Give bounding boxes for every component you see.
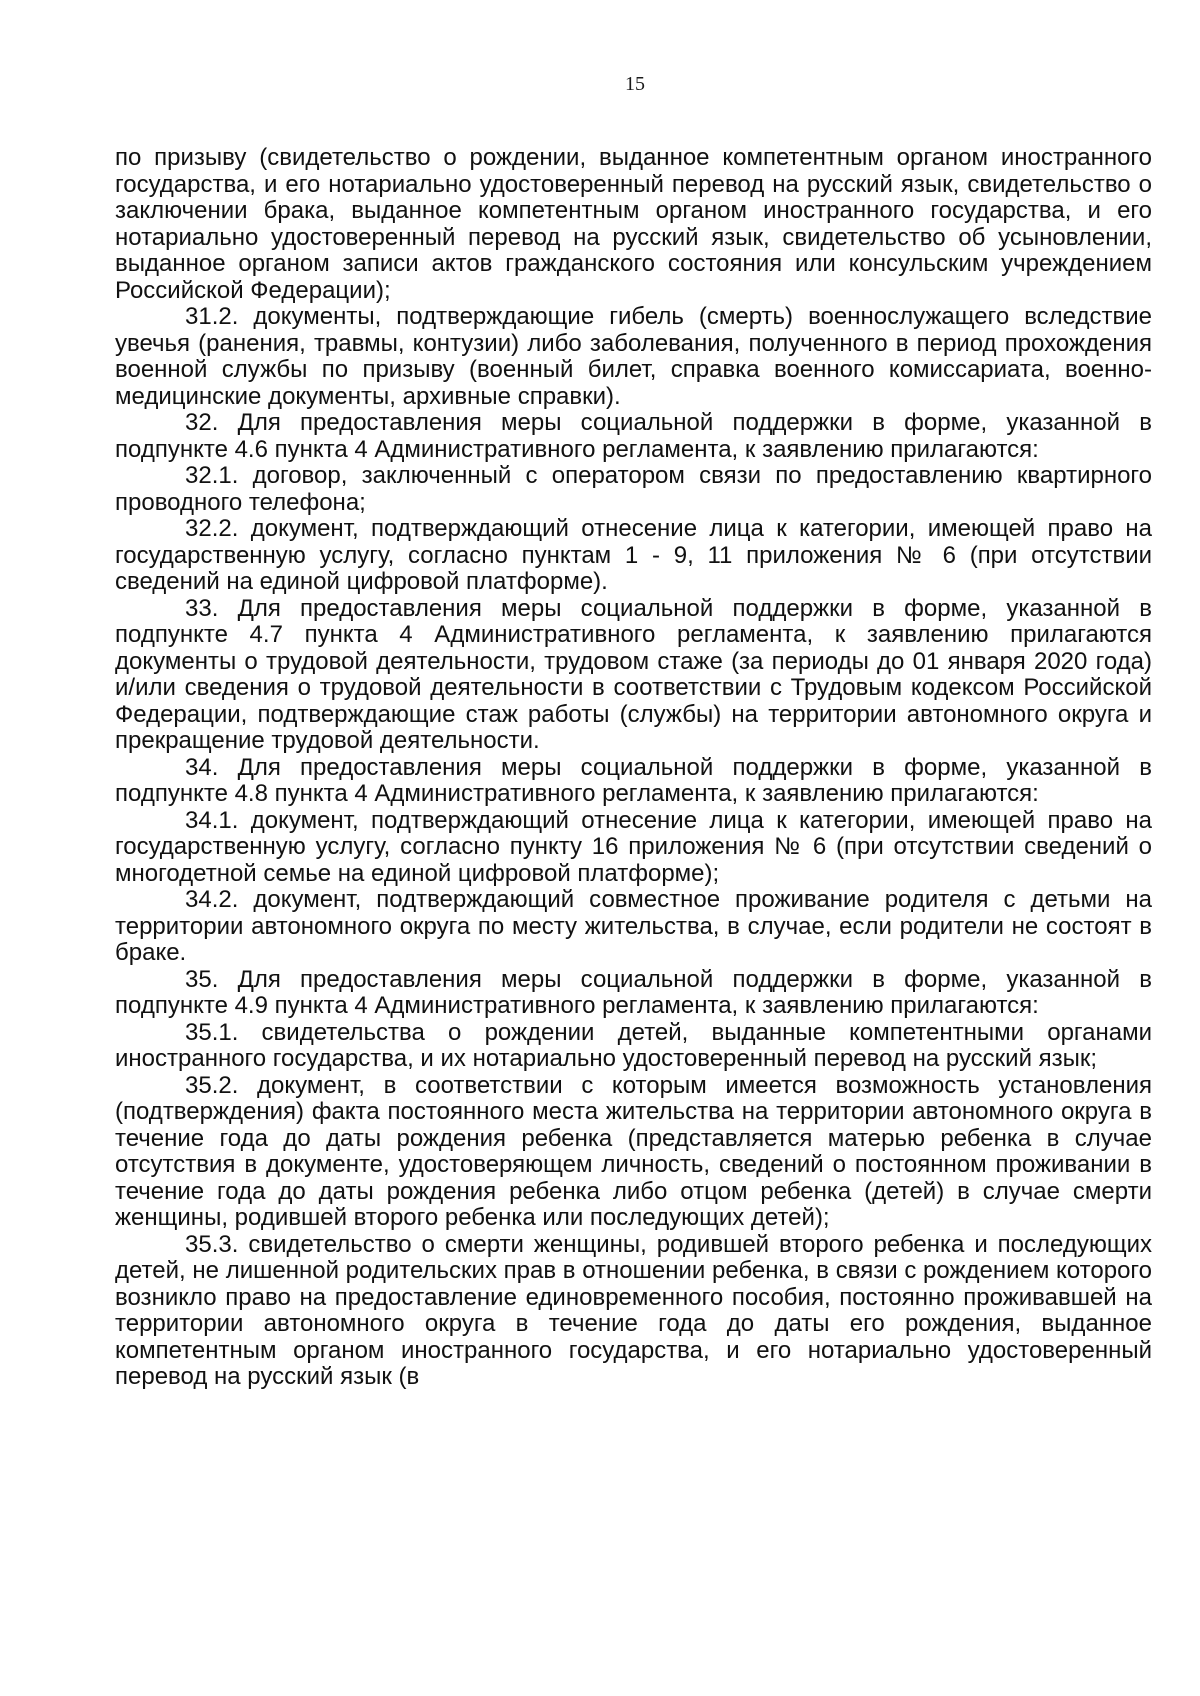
paragraph: 34.1. документ, подтверждающий отнесение лица к категории, имеющей право на государственную услугу, согласно пункту 16 приложения № 6 (при отсутствии сведений о многодетной семье на единой цифровой платформе);	[115, 806, 1152, 887]
paragraph: 33. Для предоставления меры социальной поддержки в форме, указанной в подпункте 4.7 пункта 4 Административного регламента, к заявлению прилагаются документы о трудовой деятельности, трудовом стаже (за периоды до 01 января 2020 года) и/или сведения о трудовой деятельности в соответствии с Трудовым кодексом Российской Федерации, подтверждающие стаж работы (службы) на территории автономного округа и прекращение трудовой деятельности.	[115, 594, 1152, 754]
paragraph: 34.2. документ, подтверждающий совместное проживание родителя с детьми на территории автономного округа по месту жительства, в случае, если родители не состоят в браке.	[115, 886, 1152, 966]
paragraph: 32.2. документ, подтверждающий отнесение лица к категории, имеющей право на государственную услугу, согласно пунктам 1 - 9, 11 приложения № 6 (при отсутствии сведений на единой цифровой платформе).	[115, 515, 1152, 595]
paragraph: 32.1. договор, заключенный с оператором связи по предоставлению квартирного проводного телефона;	[115, 462, 1152, 516]
document-body	[115, 145, 1152, 1391]
paragraph: 32. Для предоставления меры социальной поддержки в форме, указанной в подпункте 4.6 пункта 4 Административного регламента, к заявлению прилагаются:	[115, 409, 1152, 463]
page-number: 15	[625, 73, 645, 95]
paragraph: 35. Для предоставления меры социальной поддержки в форме, указанной в подпункте 4.9 пункта 4 Административного регламента, к заявлению прилагаются:	[115, 965, 1152, 1019]
paragraph: 34. Для предоставления меры социальной поддержки в форме, указанной в подпункте 4.8 пункта 4 Административного регламента, к заявлению прилагаются:	[115, 753, 1152, 807]
paragraph: 35.3. свидетельство о смерти женщины, родившей второго ребенка и последующих детей, не лишенной родительских прав в отношении ребенка, в связи с рождением которого возникло право на предоставление единовременного пособия, постоянно проживавшей на территории автономного округа в течение года до даты его рождения, выданное компетентным органом иностранного государства, и его нотариально удостоверенный перевод на русский язык (в	[115, 1230, 1152, 1390]
paragraph: 35.1. свидетельства о рождении детей, выданные компетентными органами иностранного государства, и их нотариально удостоверенный перевод на русский язык;	[115, 1018, 1152, 1072]
paragraph: по призыву (свидетельство о рождении, выданное компетентным органом иностранного государства, и его нотариально удостоверенный перевод на русский язык, свидетельство о заключении брака, выданное компетентным органом иностранного государства, и его нотариально удостоверенный перевод на русский язык, свидетельство об усыновлении, выданное органом записи актов гражданского состояния или консульским учреждением Российской Федерации);	[115, 144, 1152, 304]
paragraph: 35.2. документ, в соответствии с которым имеется возможность установления (подтверждения) факта постоянного места жительства на территории автономного округа в течение года до даты рождения ребенка (представляется матерью ребенка в случае отсутствия в документе, удостоверяющем личность, сведений о постоянном проживании в течение года до даты рождения ребенка либо отцом ребенка (детей) в случае смерти женщины, родившей второго ребенка или последующих детей);	[115, 1071, 1152, 1231]
paragraph: 31.2. документы, подтверждающие гибель (смерть) военнослужащего вследствие увечья (ранения, травмы, контузии) либо заболевания, полученного в период прохождения военной службы по призыву (военный билет, справка военного комиссариата, военно-медицинские документы, архивные справки).	[115, 303, 1152, 410]
